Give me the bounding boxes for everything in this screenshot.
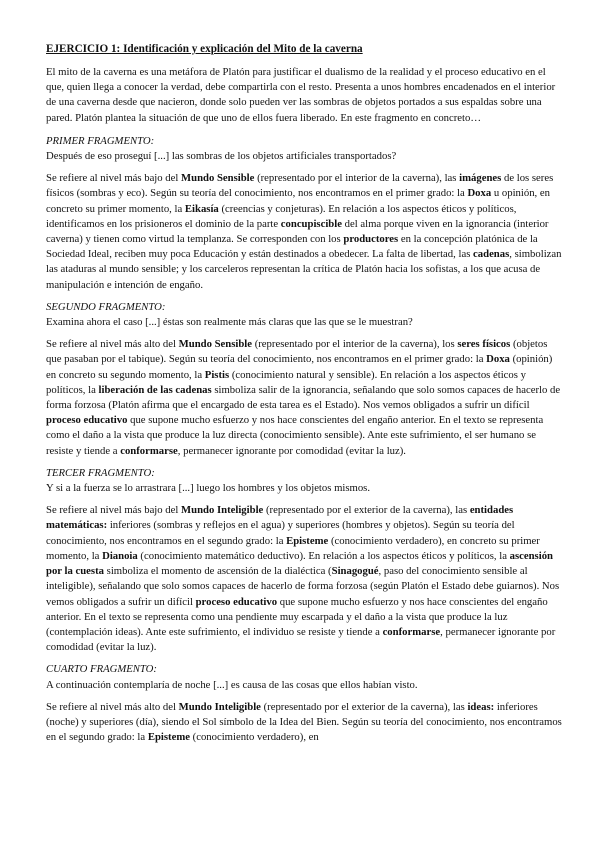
fragment-heading: CUARTO FRAGMENTO: — [46, 663, 157, 676]
bold-term: ideas: — [467, 700, 495, 713]
bold-term: liberación de las cadenas — [98, 383, 212, 396]
text-run: (conocimiento verdadero), en concreto su primer momento, la — [46, 534, 540, 562]
text-run: (conocimiento matemático deductivo). En relación a los aspectos éticos y políticos, la — [137, 549, 510, 562]
text-run: (representado por el interior de la caverna), las — [254, 172, 460, 185]
text-run: (representado por el exterior de la caverna), las — [263, 504, 470, 517]
fragment-explanation — [46, 503, 564, 655]
text-run: (creencias y conjeturas). En relación a los aspectos éticos y políticos, identificamos en los prisioneros el dominio de la parte — [46, 202, 517, 230]
fragment-section-3 — [46, 466, 564, 655]
bold-term: cadenas — [473, 248, 510, 261]
text-run: (representado por el exterior de la caverna), las — [260, 700, 468, 713]
bold-term: Sinagogué — [331, 565, 379, 578]
fragment-section-4 — [46, 662, 564, 745]
bold-term: imágenes — [459, 172, 502, 185]
bold-term: Doxa — [486, 353, 510, 366]
text-run: inferiores (sombras y reflejos en el agua) y superiores (hombres y objetos). Según su teoría del conocimiento, nos encontramos en el segundo grado: la — [46, 519, 515, 547]
text-run: inferiores (noche) y superiores (día), siendo el Sol símbolo de la Idea del Bien. Según su teoría del conocimiento, nos encontramos en el segundo grado: la — [46, 700, 562, 744]
bold-term: Eikasía — [184, 202, 219, 215]
bold-term: proceso educativo — [46, 414, 128, 427]
text-run: Se refiere al nivel más bajo del — [46, 504, 182, 517]
text-run: , simbolizan las ataduras al mundo sensible; y los carceleros representan la crítica de Platón hacia los sofistas, a los que acusa de manipulación e intención de engaño. — [46, 248, 562, 291]
bold-term: Episteme — [286, 534, 329, 547]
bold-term: seres físicos — [457, 338, 511, 351]
text-run: que supone mucho esfuerzo y nos hace conscientes del engaño anterior. En el texto se representa como el daño a la vista que produce la luz directa (conocimiento sensible). Ante este sufrimiento, el ser humano se resiste y tiende a — [46, 414, 544, 457]
text-run: (conocimiento natural y sensible). En relación a los aspectos éticos y políticos, la — [46, 368, 526, 396]
bold-term: concupiscible — [280, 217, 342, 230]
intro-paragraph: El mito de la caverna es una metáfora de Platón para justificar el dualismo de la realidad y el proceso educativo en el que, quien llega a conocer la verdad, debe compartirla con el resto. Presenta a unos hombres encadenados en el interior de una caverna desde que nacieron, donde solo pueden ver las sombras de objetos portados a sus espaldas sobre una pared. Platón plantea la situación de que uno de ellos fuera liberado. En este fragmento en concreto… — [46, 66, 556, 124]
text-run: Se refiere al nivel más alto del — [46, 700, 179, 713]
bold-term: conformarse — [120, 444, 178, 457]
fragment-heading: TERCER FRAGMENTO: — [46, 466, 155, 479]
fragment-heading: SEGUNDO FRAGMENTO: — [46, 300, 166, 313]
bold-term: entidades matemáticas: — [46, 504, 514, 532]
text-run: Se refiere al nivel más alto del — [46, 338, 179, 351]
text-run: , permanecer ignorante por comodidad (evitar la luz). — [177, 444, 406, 457]
fragment-quote: Examina ahora el caso [...] éstas son realmente más claras que las que se le muestran? — [46, 316, 413, 329]
fragment-section-1 — [46, 134, 564, 293]
fragment-quote: Después de eso proseguí [...] las sombras de los objetos artificiales transportados? — [46, 150, 397, 163]
bold-term: Pistis — [204, 368, 230, 381]
text-run: en la concepción platónica de la Sociedad Ideal, reciben muy poca Educación y están destinados a obedecer. La falta de libertad, las — [46, 233, 538, 261]
fragment-explanation — [46, 171, 564, 293]
fragment-explanation — [46, 700, 564, 746]
fragment-quote: A continuación contemplaría de noche [...] es causa de las cosas que ellos habían visto. — [46, 678, 418, 691]
bold-term: conformarse — [382, 625, 441, 638]
bold-term: Mundo Sensible — [181, 172, 255, 185]
bold-term: Mundo Inteligible — [178, 700, 261, 713]
bold-term: Doxa — [467, 187, 492, 200]
text-run: simboliza el momento de ascensión de la dialéctica ( — [104, 565, 332, 578]
text-run: de los seres físicos (sombras y eco). Según su teoría del conocimiento, nos encontramos en el primer grado: la — [46, 172, 554, 200]
bold-term: Episteme — [147, 731, 190, 744]
bold-term: proceso educativo — [195, 595, 278, 608]
text-run: (objetos que pasaban por el tabique). Según su teoría del conocimiento, nos encontramos en el primer grado: la — [46, 338, 548, 366]
text-run: Se refiere al nivel más bajo del — [46, 172, 182, 185]
text-run: u opinión, en concreto su primer momento, la — [46, 187, 550, 215]
text-run: , permanecer ignorante por comodidad (evitar la luz). — [46, 625, 556, 654]
text-run: (opinión) en concreto su segundo momento, la — [46, 353, 553, 381]
fragment-explanation — [46, 337, 564, 459]
fragment-heading: PRIMER FRAGMENTO: — [46, 134, 155, 147]
text-run: , paso del conocimiento sensible al inteligible), señalando que solo somos capaces de hacerlo de forma forzosa (según Platón el Estado debe guiarnos). Nos vemos obligados a sufrir un difícil — [46, 565, 560, 608]
text-run: (conocimiento verdadero), en — [189, 731, 319, 744]
fragment-section-2 — [46, 300, 564, 459]
text-run: del alma porque viven en la ignorancia (interior caverna) y tienen como virtud la templanza. Se corresponden con los — [46, 217, 549, 246]
bold-term: ascensión por la cuesta — [46, 549, 553, 578]
text-run: que supone mucho esfuerzo y nos hace conscientes del engaño anterior. En el texto se representa como una pendiente muy escarpada y el daño a la vista que produce la luz (contemplación ideas). Ante este sufrimiento, el individuo se resiste y tiende a — [46, 595, 548, 638]
fragment-quote: Y si a la fuerza se lo arrastrara [...] luego los hombres y los objetos mismos. — [46, 482, 371, 495]
text-run: (representado por el interior de la caverna), los — [252, 338, 458, 351]
text-run: simboliza salir de la ignorancia, señalando que solo somos capaces de hacerlo de forma forzosa (Platón afirma que el encargado de esta tarea es el Estado). Nos vemos obligados a sufrir un difícil — [46, 383, 561, 412]
bold-term: Dianoia — [102, 549, 138, 562]
bold-term: Mundo Sensible — [178, 338, 253, 351]
bold-term: Mundo Inteligible — [181, 504, 264, 517]
document-title: EJERCICIO 1: Identificación y explicación del Mito de la caverna — [46, 43, 363, 55]
bold-term: productores — [343, 233, 399, 246]
